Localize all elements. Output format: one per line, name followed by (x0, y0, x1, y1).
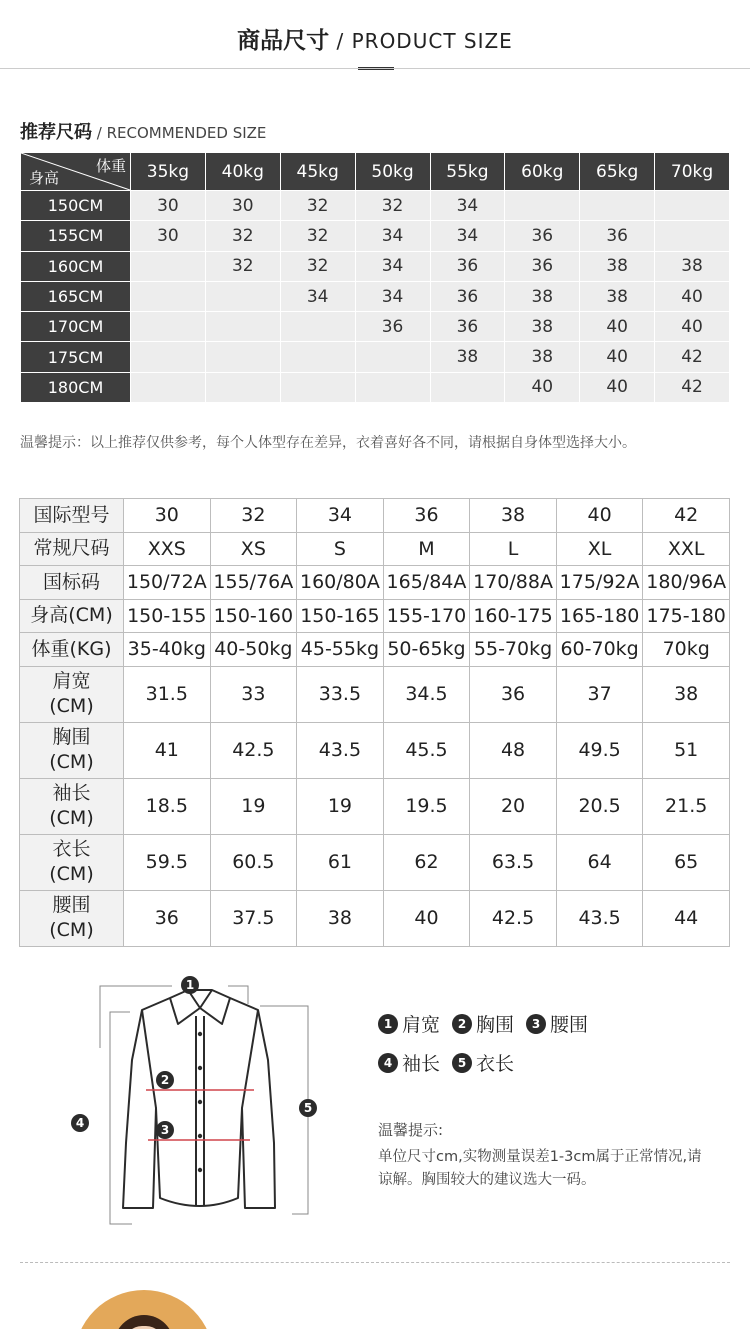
spec-value-cell: 37.5 (210, 890, 297, 946)
spec-value-cell: 61 (297, 834, 384, 890)
spec-label-line: 国际型号 (33, 503, 110, 526)
spec-value-cell: 35-40kg (124, 633, 211, 667)
spec-value-cell: 20 (470, 778, 557, 834)
recommended-size-cell (205, 281, 280, 311)
spec-label-line: 胸围 (52, 726, 91, 748)
spec-value-cell: 165-180 (556, 599, 643, 633)
spec-row (20, 633, 730, 667)
recommended-size-cell: 32 (355, 191, 430, 221)
recommended-row (21, 251, 730, 281)
legend-number-icon: 4 (378, 1053, 398, 1073)
height-header: 155CM (21, 221, 131, 251)
marker-1-text: 1 (185, 978, 195, 992)
spec-row-label (20, 834, 124, 890)
recommended-size-cell (580, 191, 655, 221)
recommended-size-cell: 32 (205, 221, 280, 251)
spec-row (20, 890, 730, 946)
spec-row-label (20, 890, 124, 946)
weight-header: 65kg (580, 153, 655, 191)
weight-header: 60kg (505, 153, 580, 191)
weight-header: 35kg (131, 153, 206, 191)
recommended-size-cell: 40 (655, 312, 730, 342)
spec-value-cell: 70kg (643, 633, 730, 667)
recommended-size-cell: 34 (430, 221, 505, 251)
legend-item-shoulder (378, 1010, 440, 1037)
spec-label-line: 体重(KG) (31, 637, 112, 660)
spec-row (20, 778, 730, 834)
recommended-size-cell (205, 312, 280, 342)
weight-header: 45kg (280, 153, 355, 191)
recommended-size-cell: 38 (655, 251, 730, 281)
spec-value-cell: 49.5 (556, 722, 643, 778)
recommended-size-cell: 38 (505, 342, 580, 372)
recommended-size-cell: 38 (505, 312, 580, 342)
recommended-size-cell: 30 (131, 191, 206, 221)
recommended-size-cell (131, 312, 206, 342)
recommended-size-cell: 32 (280, 251, 355, 281)
spec-value-cell: 36 (124, 890, 211, 946)
spec-value-cell: 62 (383, 834, 470, 890)
recommended-size-cell (655, 191, 730, 221)
corner-weight-label: 体重 (95, 157, 126, 175)
spec-row-label (20, 532, 124, 566)
spec-value-cell: 175-180 (643, 599, 730, 633)
spec-row (20, 722, 730, 778)
recommended-size-cell (131, 342, 206, 372)
spec-label-line: 袖长 (52, 782, 91, 804)
recommended-size-cell (205, 372, 280, 402)
recommended-row (21, 312, 730, 342)
recommended-size-cell: 34 (430, 191, 505, 221)
recommended-row (21, 191, 730, 221)
spec-value-cell: 40 (556, 499, 643, 533)
recommended-size-cell (355, 342, 430, 372)
recommended-size-cell: 36 (430, 251, 505, 281)
weight-header: 55kg (430, 153, 505, 191)
height-header: 170CM (21, 312, 131, 342)
spec-value-cell: 38 (470, 499, 557, 533)
spec-row (20, 566, 730, 600)
spec-label-line: (CM) (49, 807, 94, 829)
height-header: 160CM (21, 251, 131, 281)
recommended-size-cell: 36 (355, 312, 430, 342)
legend-item-sleeve (378, 1049, 440, 1076)
recommended-size-cell (505, 191, 580, 221)
spec-value-cell: 51 (643, 722, 730, 778)
legend-number-icon: 1 (378, 1014, 398, 1034)
spec-value-cell: 155-170 (383, 599, 470, 633)
recommended-heading (20, 118, 266, 144)
recommended-size-cell: 42 (655, 342, 730, 372)
spec-value-cell: 43.5 (297, 722, 384, 778)
size-spec-table (19, 498, 730, 947)
recommended-size-cell: 40 (655, 281, 730, 311)
spec-value-cell: 150-165 (297, 599, 384, 633)
spec-label-line: 国标码 (42, 570, 100, 593)
spec-value-cell: L (470, 532, 557, 566)
weight-header: 40kg (205, 153, 280, 191)
spec-label-line: 常规尺码 (33, 537, 110, 560)
spec-label-line: 衣长 (52, 838, 91, 860)
spec-value-cell: 30 (124, 499, 211, 533)
weight-header: 70kg (655, 153, 730, 191)
spec-row (20, 599, 730, 633)
spec-value-cell: 150/72A (124, 566, 211, 600)
spec-value-cell: 19.5 (383, 778, 470, 834)
legend-number-icon: 3 (526, 1014, 546, 1034)
spec-value-cell: 160-175 (470, 599, 557, 633)
spec-value-cell: 34.5 (383, 666, 470, 722)
recommended-size-cell (430, 372, 505, 402)
recommended-size-cell (131, 372, 206, 402)
spec-value-cell: 37 (556, 666, 643, 722)
recommended-size-cell (131, 281, 206, 311)
spec-value-cell: 150-155 (124, 599, 211, 633)
spec-value-cell: 59.5 (124, 834, 211, 890)
spec-value-cell: 43.5 (556, 890, 643, 946)
legend-row (378, 1010, 718, 1037)
recommended-size-cell: 30 (131, 221, 206, 251)
spec-value-cell: 31.5 (124, 666, 211, 722)
spec-label-line: (CM) (49, 695, 94, 717)
note-body: 单位尺寸cm,实物测量误差1-3cm属于正常情况,请谅解。胸围较大的建议选大一码。 (378, 1149, 702, 1188)
recommended-size-cell: 38 (580, 281, 655, 311)
spec-value-cell: 19 (297, 778, 384, 834)
recommended-size-cell (355, 372, 430, 402)
spec-value-cell: 170/88A (470, 566, 557, 600)
spec-value-cell: 36 (383, 499, 470, 533)
recommended-size-cell (280, 312, 355, 342)
spec-row-label (20, 666, 124, 722)
recommendation-tip: 温馨提示：以上推荐仅供参考，每个人体型存在差异，衣着喜好各不同，请根据自身体型选择大小。 (20, 435, 636, 451)
spec-row-label (20, 499, 124, 533)
recommended-heading-zh: 推荐尺码 (20, 122, 92, 143)
spec-label-line: (CM) (49, 863, 94, 885)
spec-value-cell: 175/92A (556, 566, 643, 600)
model-avatar (74, 1290, 214, 1329)
spec-row (20, 666, 730, 722)
marker-4-text: 4 (75, 1116, 85, 1130)
shirt-diagram (60, 968, 340, 1228)
spec-value-cell: 180/96A (643, 566, 730, 600)
weight-header: 50kg (355, 153, 430, 191)
recommended-size-cell: 36 (505, 221, 580, 251)
spec-row (20, 499, 730, 533)
recommended-row (21, 281, 730, 311)
recommended-size-cell: 36 (505, 251, 580, 281)
recommended-heading-en: / RECOMMENDED SIZE (92, 124, 267, 142)
spec-value-cell: S (297, 532, 384, 566)
spec-value-cell: 42.5 (210, 722, 297, 778)
spec-row-label (20, 599, 124, 633)
page-header (0, 0, 750, 69)
spec-row-label (20, 778, 124, 834)
legend-number-icon: 5 (452, 1053, 472, 1073)
spec-label-line: 肩宽 (52, 670, 91, 692)
spec-value-cell: 55-70kg (470, 633, 557, 667)
spec-value-cell: XS (210, 532, 297, 566)
spec-value-cell: 38 (643, 666, 730, 722)
spec-value-cell: 36 (470, 666, 557, 722)
spec-value-cell: 45-55kg (297, 633, 384, 667)
spec-value-cell: 155/76A (210, 566, 297, 600)
spec-value-cell: XL (556, 532, 643, 566)
title-zh: 商品尺寸 (237, 28, 330, 54)
height-header: 175CM (21, 342, 131, 372)
legend-item-chest (452, 1010, 514, 1037)
marker-5-text: 5 (303, 1101, 313, 1115)
recommended-size-cell: 38 (580, 251, 655, 281)
height-header: 180CM (21, 372, 131, 402)
recommended-size-cell: 42 (655, 372, 730, 402)
recommended-size-cell: 38 (430, 342, 505, 372)
recommended-size-cell: 40 (580, 312, 655, 342)
spec-value-cell: XXL (643, 532, 730, 566)
spec-value-cell: 65 (643, 834, 730, 890)
spec-value-cell: 150-160 (210, 599, 297, 633)
legend-label: 衣长 (476, 1053, 515, 1075)
spec-value-cell: 21.5 (643, 778, 730, 834)
header-divider (0, 68, 750, 69)
spec-label-line: 身高(CM) (30, 604, 113, 627)
spec-row (20, 532, 730, 566)
page-title (0, 22, 750, 55)
spec-value-cell: 40 (383, 890, 470, 946)
spec-value-cell: 60.5 (210, 834, 297, 890)
recommended-size-cell (280, 372, 355, 402)
recommended-size-cell: 34 (355, 281, 430, 311)
spec-value-cell: 38 (297, 890, 384, 946)
recommended-size-cell: 36 (430, 312, 505, 342)
spec-value-cell: 33.5 (297, 666, 384, 722)
recommended-row (21, 372, 730, 402)
spec-value-cell: 41 (124, 722, 211, 778)
legend-label: 胸围 (476, 1014, 515, 1036)
recommended-size-cell: 30 (205, 191, 280, 221)
corner-height-label: 身高 (29, 169, 60, 187)
recommended-size-cell: 40 (580, 342, 655, 372)
corner-cell (21, 153, 131, 191)
spec-value-cell: 42 (643, 499, 730, 533)
recommended-row (21, 221, 730, 251)
recommended-size-cell (131, 251, 206, 281)
spec-value-cell: 18.5 (124, 778, 211, 834)
recommended-size-cell: 38 (505, 281, 580, 311)
marker-3-text: 3 (160, 1123, 170, 1137)
height-header: 150CM (21, 191, 131, 221)
spec-value-cell: 50-65kg (383, 633, 470, 667)
recommended-size-cell: 34 (355, 251, 430, 281)
spec-value-cell: 34 (297, 499, 384, 533)
spec-label-line: (CM) (49, 751, 94, 773)
spec-row (20, 834, 730, 890)
spec-value-cell: 19 (210, 778, 297, 834)
height-header: 165CM (21, 281, 131, 311)
recommended-size-cell (205, 342, 280, 372)
marker-2-text: 2 (160, 1073, 170, 1087)
recommended-size-cell: 32 (280, 221, 355, 251)
legend-item-length (452, 1049, 514, 1076)
spec-value-cell: 165/84A (383, 566, 470, 600)
spec-row-label (20, 633, 124, 667)
legend-label: 腰围 (550, 1014, 589, 1036)
spec-label-line: (CM) (49, 919, 94, 941)
recommended-header-row (21, 153, 730, 191)
spec-value-cell: 33 (210, 666, 297, 722)
recommended-size-cell: 32 (205, 251, 280, 281)
recommended-size-table (20, 152, 730, 403)
legend-label: 袖长 (402, 1053, 441, 1075)
recommended-size-cell: 34 (280, 281, 355, 311)
spec-row-label (20, 722, 124, 778)
legend-number-icon: 2 (452, 1014, 472, 1034)
spec-row-label (20, 566, 124, 600)
spec-label-line: 腰围 (52, 894, 91, 916)
recommended-size-cell: 32 (280, 191, 355, 221)
spec-value-cell: XXS (124, 532, 211, 566)
legend-row (378, 1049, 718, 1076)
spec-value-cell: 44 (643, 890, 730, 946)
spec-value-cell: 63.5 (470, 834, 557, 890)
recommended-size-cell: 36 (430, 281, 505, 311)
recommended-size-cell: 34 (355, 221, 430, 251)
spec-value-cell: 40-50kg (210, 633, 297, 667)
recommended-size-cell (280, 342, 355, 372)
recommended-size-cell (655, 221, 730, 251)
spec-value-cell: 64 (556, 834, 643, 890)
legend-label: 肩宽 (402, 1014, 441, 1036)
spec-value-cell: 160/80A (297, 566, 384, 600)
spec-value-cell: 60-70kg (556, 633, 643, 667)
section-divider (20, 1262, 730, 1263)
recommended-size-cell: 40 (505, 372, 580, 402)
recommended-size-cell: 40 (580, 372, 655, 402)
legend-item-waist (526, 1010, 588, 1037)
title-en: / PRODUCT SIZE (329, 29, 513, 53)
spec-value-cell: M (383, 532, 470, 566)
spec-value-cell: 42.5 (470, 890, 557, 946)
recommended-row (21, 342, 730, 372)
measurement-legend (378, 1010, 718, 1088)
spec-value-cell: 32 (210, 499, 297, 533)
spec-value-cell: 48 (470, 722, 557, 778)
note-title: 温馨提示: (378, 1121, 444, 1139)
recommended-size-cell: 36 (580, 221, 655, 251)
spec-value-cell: 20.5 (556, 778, 643, 834)
spec-value-cell: 45.5 (383, 722, 470, 778)
